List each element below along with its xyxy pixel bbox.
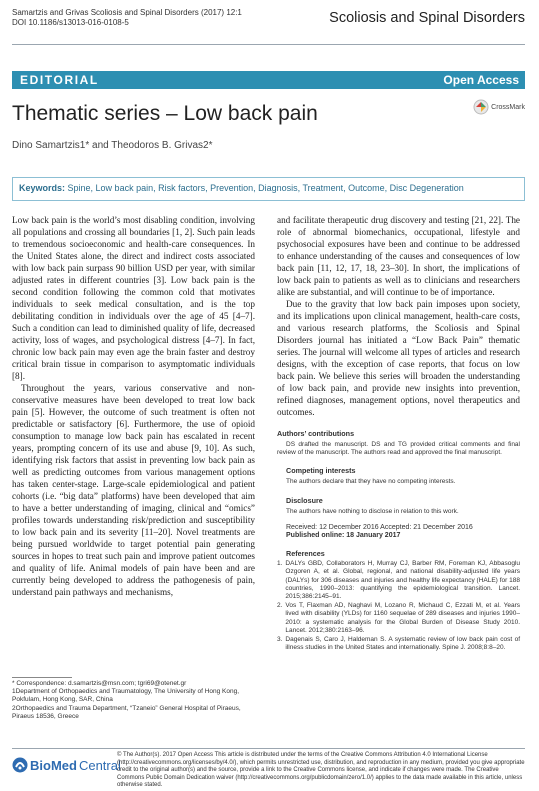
body-paragraph: Low back pain is the world’s most disabling condition, involving all populations and crossing all boundaries [1, 2]. Such pain leads to tremendous socioeconomic and health-care consequences. In the United States alone, the direct and indirect costs associated with low back pain surpass 90 billion USD per year, with similar adjusted rates in different countries [3]. Low back pain is the second condition following the common cold that motivates individuals to seek medical consultation, and is the top debilitating condition in individuals over the age of 45 [4–7]. Such a condition can lead to diminished quality of life, decreased activity, loss of wages, and psychological distress [4–7]. In fact, chronic low back pain may even age the brain faster and destroy critical brain tissue in comparison to asymptomatic individuals [8].: [12, 215, 255, 381]
body-paragraph: Throughout the years, various conservative and non-conservative measures have been developed to treat low back pain [5]. However, the outcome of such treatment is often not predictable or satisfactory [6]. Furthermore, the use of opioid consumption to manage low back pain has escalated in recent years, prompting concern of its use and abuse [9, 10]. As such, identifying risk factors that assist in preventing low back pain as well as predicting outcomes from various management options has taken center-stage. Large-scale epidemiological and patient cohorts (i.e. “big data” platforms) have been developed that aim to have a better understanding of imaging, clinical and “omics” profiles towards understanding risk/prediction and susceptibility to low back pain and its severity [11–20]. Novel treatments are being pursued worldwide to target potential pain generating sources in hopes to treat such pain and improve patient outcomes and quality of life. Animal models of pain have been and are currently being developed to address the pathogenesis of pain, understand pain pathways and mechanisms,: [12, 383, 255, 597]
keywords-label: Keywords:: [19, 183, 66, 193]
section-text: The authors declare that they have no competing interests.: [286, 478, 456, 486]
crossmark-icon: [473, 99, 489, 115]
body-column-left: [12, 214, 255, 674]
section-text: DS drafted the manuscript. DS and TG provided critical comments and final review of the manuscript. The authors read and approved the final manuscript.: [277, 441, 520, 457]
body-paragraph: Due to the gravity that low back pain imposes upon society, and its implications upon clinical management, health-care costs, and various research platforms, the Scoliosis and Spinal Disorders journal has initiated a “Low Back Pain” thematic series. The journal will welcome all types of articles and research designs, with the exception of case reports, that focus on low back pain. We believe this series will broaden the understanding of low back pain, and provide new insights into prevention, refined diagnoses, management options, novel therapeutics and outcomes.: [277, 299, 520, 417]
reference-text[interactable]: Dagenais S, Caro J, Haldeman S. A systematic review of low back pain cost of illness studies in the United States and internationally. Spine J. 2008;8:8–20.: [285, 636, 520, 652]
footer-divider: [12, 748, 525, 749]
body-column-right: [277, 214, 520, 653]
reference-number: 1.: [277, 560, 283, 568]
article-type-label: EDITORIAL: [20, 73, 99, 87]
citation-line: Samartzis and Grivas Scoliosis and Spinal Disorders (2017) 12:1: [12, 8, 242, 17]
keywords-line: [19, 183, 464, 193]
correspondence-note[interactable]: * Correspondence: d.samartzis@msn.com; tgri69@otenet.gr: [12, 680, 187, 687]
section-text: The authors have nothing to disclose in relation to this work.: [286, 507, 459, 515]
publisher-logo[interactable]: [12, 757, 121, 773]
reference-text[interactable]: DALYs GBD, Collaborators H, Murray CJ, Barber RM, Foreman KJ, Abbasoglu Ozgoren A, et al. Global, regional, and national disability-adjusted life years (DALYs) for 306 diseases and injuries and healthy life expectancy (HALE) for 188 countries, 1990–2013: quantifying the epidemiological transition. Lancet. 2015;386:2145–91.: [285, 560, 520, 601]
header-divider: [12, 44, 525, 45]
reference-text[interactable]: Vos T, Flaxman AD, Naghavi M, Lozano R, Michaud C, Ezzati M, et al. Years lived with disability (YLDs) for 1160 sequelae of 289 diseases and injuries 1990–2010: a systematic analysis for the Global Burden of Disease Study 2010. Lancet. 2012;380:2163–96.: [285, 602, 520, 634]
body-paragraph: and facilitate therapeutic drug discovery and testing [21, 22]. The role of abnormal biomechanics, occupational, lifestyle and psychosocial exposures have been and continue to be addressed to enhance understanding of the causes and consequences of low back pain [11, 12, 17, 18, 23–30]. In short, the implications of low back pain to patients as well as to clinicians and researchers alike are substantial, and will continue to be of importance.: [277, 215, 520, 297]
article-type-banner: [12, 71, 525, 89]
keywords-text: Spine, Low back pain, Risk factors, Prevention, Diagnosis, Treatment, Outcome, Disc Degeneration: [67, 183, 464, 193]
published-date: Published online: 18 January 2017: [286, 532, 401, 540]
crossmark-badge[interactable]: [473, 96, 525, 118]
received-accepted-dates: Received: 12 December 2016 Accepted: 21 December 2016: [286, 523, 473, 531]
footnote-divider: [12, 677, 72, 678]
crossmark-label: CrossMark: [491, 103, 525, 111]
reference-item: [277, 602, 520, 635]
keywords-box: [12, 177, 525, 201]
journal-name: Scoliosis and Spinal Disorders: [329, 10, 525, 26]
reference-item: [277, 560, 520, 601]
publisher-name-bold: BioMed: [30, 757, 77, 773]
affiliation-note: 1Department of Orthopaedics and Traumatology, The University of Hong Kong, Pokfulam, Hong Kong, SAR, China: [12, 688, 240, 704]
publisher-name-regular: Central: [78, 757, 121, 773]
section-heading: Authors’ contributions: [277, 429, 355, 438]
author-list: Dino Samartzis1* and Theodoros B. Grivas2*: [12, 140, 213, 151]
section-heading: Competing interests: [286, 466, 356, 476]
biomed-central-icon: [12, 757, 28, 773]
article-title: Thematic series – Low back pain: [12, 102, 318, 125]
back-matter: [277, 428, 520, 652]
affiliation-note: 2Orthopaedics and Trauma Department, “Tzaneio” General Hospital of Piraeus, Piraeus 18536, Greece: [12, 704, 241, 720]
references-heading: References: [286, 549, 325, 559]
open-access-label: Open Access: [443, 73, 519, 87]
reference-number: 2.: [277, 602, 283, 610]
running-header: [12, 8, 242, 28]
footnotes: [12, 680, 262, 721]
reference-list: [277, 560, 520, 652]
section-heading: Disclosure: [286, 495, 323, 505]
license-text: © The Author(s). 2017 Open Access This article is distributed under the terms of the Creative Commons Attribution 4.0 International License (http://creativecommons.org/licenses/by/4.0/), which permits unrestricted use, distribution, and reproduction in any medium, provided you give appropriate credit to the original author(s) and the source, provide a link to the Creative Commons license, and indicate if changes were made. The Creative Commons Public Domain Dedication waiver (http://creativecommons.org/publicdomain/zero/1.0/) applies to the data made available in this article, unless otherwise stated.: [117, 752, 525, 789]
reference-number: 3.: [277, 636, 283, 644]
doi-line[interactable]: DOI 10.1186/s13013-016-0108-5: [12, 18, 129, 27]
reference-item: [277, 636, 520, 652]
